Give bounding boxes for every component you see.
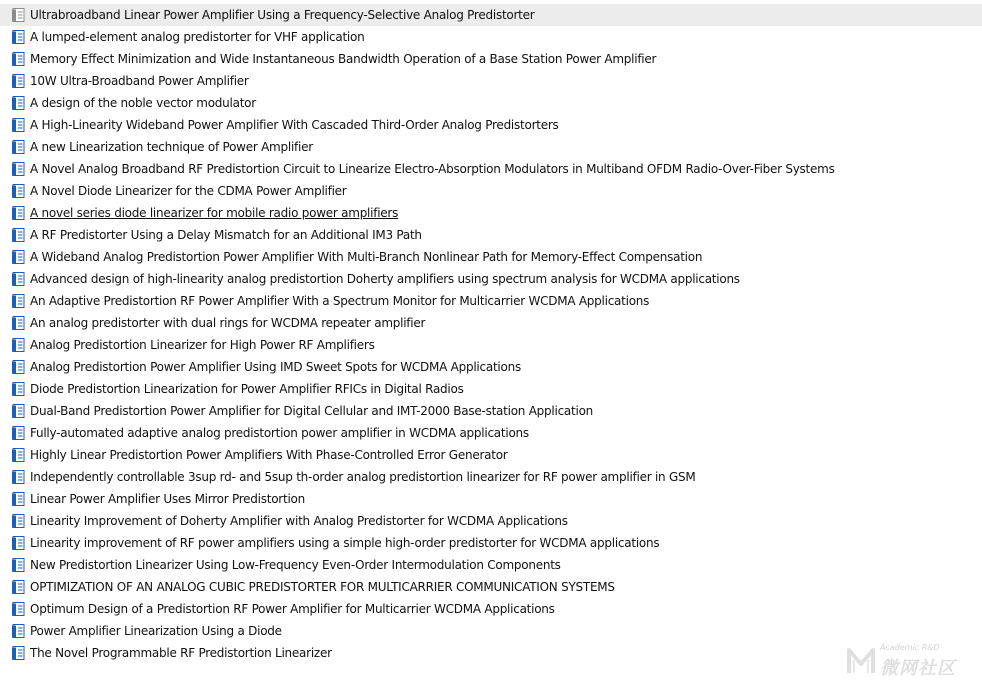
document-blue-icon bbox=[10, 513, 26, 529]
file-list-item-label: Optimum Design of a Predistortion RF Power Amplifier for Multicarrier WCDMA Applications bbox=[30, 602, 555, 616]
file-list-item[interactable] bbox=[0, 136, 982, 158]
document-blue-icon bbox=[10, 447, 26, 463]
file-list-item-label: New Predistortion Linearizer Using Low-Frequency Even-Order Intermodulation Components bbox=[30, 558, 561, 572]
document-blue-icon bbox=[10, 557, 26, 573]
file-list-item-label: A High-Linearity Wideband Power Amplifier With Cascaded Third-Order Analog Predistorters bbox=[30, 118, 559, 132]
watermark bbox=[846, 642, 974, 682]
file-list-item[interactable] bbox=[0, 114, 982, 136]
file-list-item[interactable] bbox=[0, 466, 982, 488]
file-list-item-label: Analog Predistortion Linearizer for High Power RF Amplifiers bbox=[30, 338, 375, 352]
file-list-item[interactable] bbox=[0, 642, 982, 664]
document-gray-icon bbox=[10, 7, 26, 23]
file-list-item[interactable] bbox=[0, 378, 982, 400]
file-list-item[interactable] bbox=[0, 422, 982, 444]
document-blue-icon bbox=[10, 645, 26, 661]
document-blue-icon bbox=[10, 381, 26, 397]
file-list-item-label: An analog predistorter with dual rings for WCDMA repeater amplifier bbox=[30, 316, 426, 330]
file-list-item-label: A new Linearization technique of Power Amplifier bbox=[30, 140, 313, 154]
file-list-item[interactable] bbox=[0, 290, 982, 312]
file-list-item-label: A lumped-element analog predistorter for VHF application bbox=[30, 30, 365, 44]
file-list-item[interactable] bbox=[0, 26, 982, 48]
file-list-item[interactable] bbox=[0, 202, 982, 224]
file-list-item[interactable] bbox=[0, 334, 982, 356]
file-list-item-label: Diode Predistortion Linearization for Power Amplifier RFICs in Digital Radios bbox=[30, 382, 464, 396]
file-list-item-label: Dual-Band Predistortion Power Amplifier for Digital Cellular and IMT-2000 Base-station Application bbox=[30, 404, 594, 418]
file-list-item-label: Linearity improvement of RF power amplifiers using a simple high-order predistorter for WCDMA applications bbox=[30, 536, 660, 550]
file-list bbox=[0, 4, 982, 664]
document-blue-icon bbox=[10, 337, 26, 353]
file-list-item[interactable] bbox=[0, 158, 982, 180]
document-blue-icon bbox=[10, 227, 26, 243]
document-blue-icon bbox=[10, 271, 26, 287]
file-list-item[interactable] bbox=[0, 356, 982, 378]
watermark-english-text: Academic R&D bbox=[880, 643, 940, 652]
file-list-item-label: Power Amplifier Linearization Using a Diode bbox=[30, 624, 282, 638]
file-list-item[interactable] bbox=[0, 444, 982, 466]
file-list-item-label: A Novel Diode Linearizer for the CDMA Power Amplifier bbox=[30, 184, 347, 198]
file-list-item-label: Highly Linear Predistortion Power Amplifiers With Phase-Controlled Error Generator bbox=[30, 448, 508, 462]
document-blue-icon bbox=[10, 579, 26, 595]
file-list-item[interactable] bbox=[0, 620, 982, 642]
file-list-item-label: OPTIMIZATION OF AN ANALOG CUBIC PREDISTORTER FOR MULTICARRIER COMMUNICATION SYSTEMS bbox=[30, 580, 615, 594]
file-list-item[interactable] bbox=[0, 554, 982, 576]
file-list-item-label: A Wideband Analog Predistortion Power Amplifier With Multi-Branch Nonlinear Path for Memory-Effect Compensation bbox=[30, 250, 703, 264]
file-list-item-label: A design of the noble vector modulator bbox=[30, 96, 256, 110]
document-blue-icon bbox=[10, 51, 26, 67]
file-list-item-label: A novel series diode linearizer for mobile radio power amplifiers bbox=[30, 206, 399, 220]
file-list-item[interactable] bbox=[0, 400, 982, 422]
file-list-item-label: 10W Ultra-Broadband Power Amplifier bbox=[30, 74, 249, 88]
document-blue-icon bbox=[10, 535, 26, 551]
document-blue-icon bbox=[10, 425, 26, 441]
file-list-item-label: An Adaptive Predistortion RF Power Amplifier With a Spectrum Monitor for Multicarrier WCDMA Applications bbox=[30, 294, 650, 308]
file-list-item-label: Linear Power Amplifier Uses Mirror Predistortion bbox=[30, 492, 305, 506]
document-blue-icon bbox=[10, 469, 26, 485]
document-blue-icon bbox=[10, 359, 26, 375]
watermark-logo-icon bbox=[846, 646, 876, 676]
watermark-chinese-text: 微网社区 bbox=[880, 658, 956, 679]
document-blue-icon bbox=[10, 73, 26, 89]
document-blue-icon bbox=[10, 249, 26, 265]
document-blue-icon bbox=[10, 491, 26, 507]
file-list-item-label: Linearity Improvement of Doherty Amplifier with Analog Predistorter for WCDMA Applications bbox=[30, 514, 568, 528]
file-list-item-label: A RF Predistorter Using a Delay Mismatch for an Additional IM3 Path bbox=[30, 228, 422, 242]
document-blue-icon bbox=[10, 29, 26, 45]
file-list-item[interactable] bbox=[0, 488, 982, 510]
document-blue-icon bbox=[10, 293, 26, 309]
document-blue-icon bbox=[10, 117, 26, 133]
file-list-item[interactable] bbox=[0, 312, 982, 334]
document-blue-icon bbox=[10, 205, 26, 221]
file-list-item[interactable] bbox=[0, 576, 982, 598]
file-list-item[interactable] bbox=[0, 180, 982, 202]
file-list-item-label: Advanced design of high-linearity analog predistortion Doherty amplifiers using spectrum analysis for WCDMA applications bbox=[30, 272, 740, 286]
file-list-item-label: Fully-automated adaptive analog predistortion power amplifier in WCDMA applications bbox=[30, 426, 529, 440]
document-blue-icon bbox=[10, 161, 26, 177]
file-list-item[interactable] bbox=[0, 48, 982, 70]
file-list-item[interactable] bbox=[0, 92, 982, 114]
file-list-item[interactable] bbox=[0, 268, 982, 290]
file-list-item-label: Analog Predistortion Power Amplifier Using IMD Sweet Spots for WCDMA Applications bbox=[30, 360, 521, 374]
file-list-item[interactable] bbox=[0, 4, 982, 26]
file-list-item[interactable] bbox=[0, 246, 982, 268]
document-blue-icon bbox=[10, 315, 26, 331]
file-list-item-label: A Novel Analog Broadband RF Predistortion Circuit to Linearize Electro-Absorption Modulators in Multiband OFDM Radio-Over-Fiber Systems bbox=[30, 162, 835, 176]
file-list-item[interactable] bbox=[0, 70, 982, 92]
document-blue-icon bbox=[10, 139, 26, 155]
document-blue-icon bbox=[10, 183, 26, 199]
file-list-item[interactable] bbox=[0, 510, 982, 532]
file-list-item-label: The Novel Programmable RF Predistortion Linearizer bbox=[30, 646, 332, 660]
file-list-item[interactable] bbox=[0, 532, 982, 554]
file-list-item[interactable] bbox=[0, 224, 982, 246]
file-list-item[interactable] bbox=[0, 598, 982, 620]
file-list-item-label: Ultrabroadband Linear Power Amplifier Using a Frequency-Selective Analog Predistorter bbox=[30, 8, 535, 22]
file-list-item-label: Independently controllable 3sup rd- and 5sup th-order analog predistortion linearizer for RF power amplifier in GSM bbox=[30, 470, 696, 484]
document-blue-icon bbox=[10, 623, 26, 639]
file-list-item-label: Memory Effect Minimization and Wide Instantaneous Bandwidth Operation of a Base Station Power Amplifier bbox=[30, 52, 657, 66]
document-blue-icon bbox=[10, 601, 26, 617]
document-blue-icon bbox=[10, 403, 26, 419]
document-blue-icon bbox=[10, 95, 26, 111]
